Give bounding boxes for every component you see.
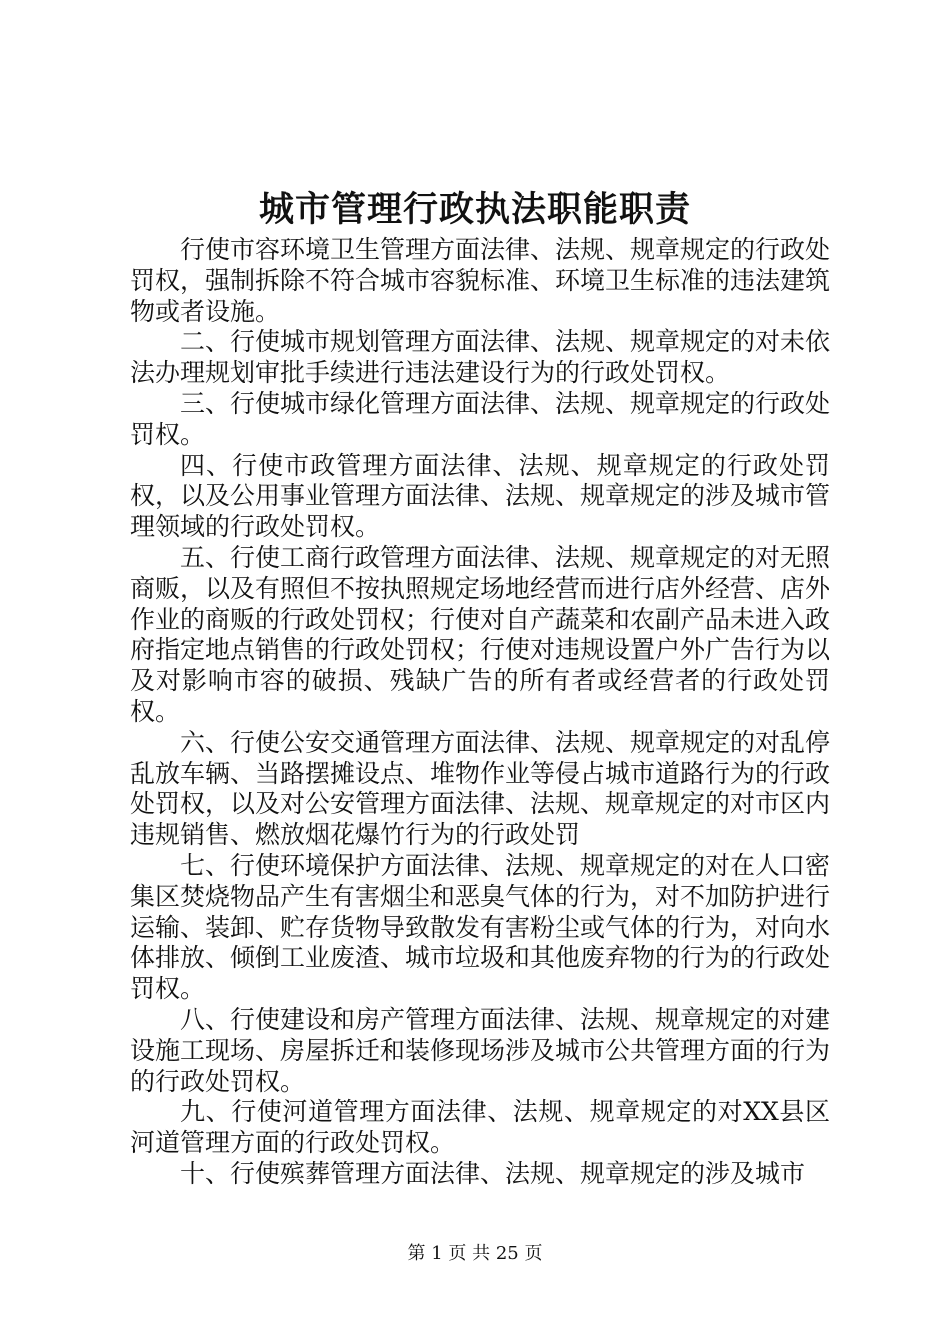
page-number-footer: 第 1 页 共 25 页 — [407, 1243, 543, 1264]
paragraph-3: 三、行使城市绿化管理方面法律、法规、规章规定的行政处罚权。 — [130, 388, 831, 449]
paragraph-6: 六、行使公安交通管理方面法律、法规、规章规定的对乱停乱放车辆、当路摆摊设点、堆物作业等侵占城市道路行为的行政处罚权，以及对公安管理方面法律、法规、规章规定的对市区内违规销售、燃放烟花爆竹行为的行政处罚 — [130, 727, 831, 850]
paragraph-10: 十、行使殡葬管理方面法律、法规、规章规定的涉及城市 — [180, 1158, 806, 1188]
document-body — [130, 235, 830, 1190]
paragraph-9: 九、行使河道管理方面法律、法规、规章规定的对XX县区河道管理方面的行政处罚权。 — [130, 1097, 830, 1158]
page-title: 城市管理行政执法职能职责 — [258, 189, 691, 230]
paragraph-1: 行使市容环境卫生管理方面法律、法规、规章规定的行政处罚权，强制拆除不符合城市容貌标准、环境卫生标准的违法建筑物或者设施。 — [130, 235, 831, 326]
paragraph-2: 二、行使城市规划管理方面法律、法规、规章规定的对未依法办理规划审批手续进行违法建设行为的行政处罚权。 — [130, 327, 831, 388]
paragraph-7: 七、行使环境保护方面法律、法规、规章规定的对在人口密集区焚烧物品产生有害烟尘和恶臭气体的行为，对不加防护进行运输、装卸、贮存货物导致散发有害粉尘或气体的行为，对向水体排放、倾倒工业废渣、城市垃圾和其他废弃物的行为的行政处罚权。 — [130, 850, 831, 1004]
paragraph-8: 八、行使建设和房产管理方面法律、法规、规章规定的对建设施工现场、房屋拆迁和装修现场涉及城市公共管理方面的行为的行政处罚权。 — [130, 1004, 831, 1096]
paragraph-4: 四、行使市政管理方面法律、法规、规章规定的行政处罚权，以及公用事业管理方面法律、法规、规章规定的涉及城市管理领域的行政处罚权。 — [130, 450, 831, 542]
paragraph-5: 五、行使工商行政管理方面法律、法规、规章规定的对无照商贩，以及有照但不按执照规定场地经营而进行店外经营、店外作业的商贩的行政处罚权；行使对自产蔬菜和农副产品未进入政府指定地点销售的行政处罚权；行使对违规设置户外广告行为以及对影响市容的破损、残缺广告的所有者或经营者的行政处罚权。 — [130, 542, 831, 726]
